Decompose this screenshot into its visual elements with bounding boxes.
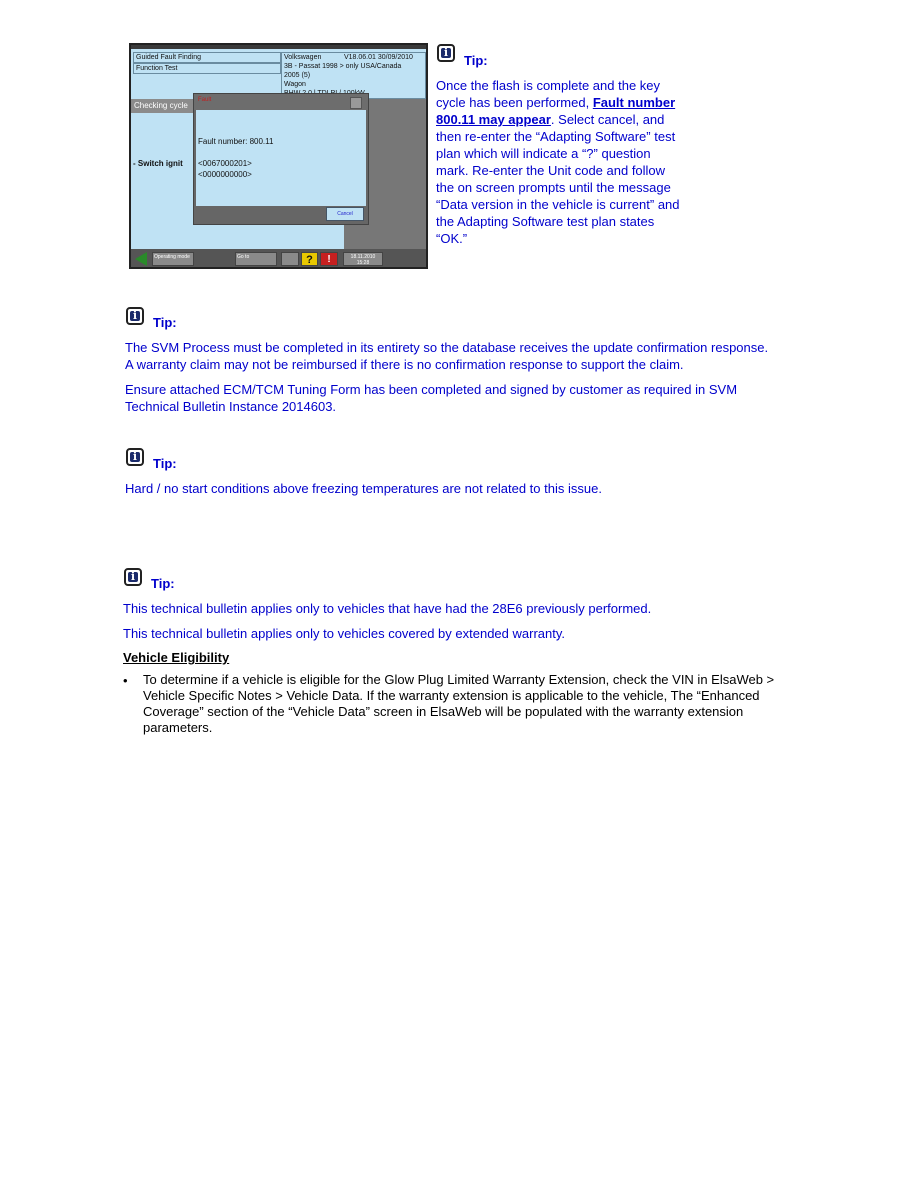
screenshot-fault-number: Fault number: 800.11	[198, 137, 274, 146]
tip-2-p1-line-1: The SVM Process must be completed in its entirety so the database receives the update confirmation response.	[125, 340, 769, 355]
screenshot-cell-function-test: Function Test	[133, 63, 281, 74]
screenshot-checking-cycle: Checking cycle	[131, 99, 195, 113]
screenshot-title-bar	[131, 45, 426, 49]
tip-4-paragraph-2: This technical bulletin applies only to vehicles covered by extended warranty.	[123, 626, 565, 641]
screenshot-fault-code-1: <0067000201>	[198, 159, 252, 168]
tip-2-label: Tip:	[153, 315, 177, 330]
fault-number-link-part-2: 800.11 may appear	[436, 112, 551, 127]
screenshot-vehicle-model: 3B - Passat 1998 > only USA/Canada	[284, 63, 402, 70]
eligibility-line-3: Coverage” section of the “Vehicle Data” screen in ElsaWeb will be populated with the warranty extension	[143, 704, 744, 719]
tip-1-line-6: mark. Re-enter the Unit code and follow	[436, 163, 666, 178]
tip-2-p2-line-2: Technical Bulletin Instance 2014603.	[125, 399, 337, 414]
screenshot-help-icon: ?	[301, 252, 318, 266]
screenshot-go-to: Go to	[235, 252, 277, 266]
info-icon	[437, 44, 455, 62]
screenshot-fault-dialog	[193, 93, 369, 225]
tip-1-line-8: “Data version in the vehicle is current” and	[436, 197, 680, 212]
tip-4-paragraph-1: This technical bulletin applies only to vehicles that have had the 28E6 previously performed.	[123, 601, 652, 616]
screenshot-fault-code-2: <0000000000>	[198, 170, 252, 179]
screenshot-time: 15:28	[356, 260, 370, 266]
fault-number-link-part-1: Fault number	[592, 95, 676, 110]
screenshot-cancel-button: Cancel	[326, 207, 364, 221]
tip-1-line-1: Once the flash is complete and the key	[436, 78, 661, 93]
tip-1-line-2-text: cycle has been performed,	[436, 95, 593, 110]
diagnostic-screenshot	[129, 43, 428, 269]
tip-3-text: Hard / no start conditions above freezing temperatures are not related to this issue.	[125, 481, 602, 496]
screenshot-tool-icon	[281, 252, 299, 266]
bullet-marker: •	[123, 673, 128, 688]
printer-icon	[350, 97, 362, 109]
back-arrow-icon	[135, 252, 147, 266]
screenshot-dialog-title-bar	[194, 94, 368, 110]
tip-3-label: Tip:	[153, 456, 177, 471]
info-icon	[126, 307, 144, 325]
tip-1-line-2	[436, 94, 736, 111]
screenshot-operating-mode: Operating mode	[152, 252, 194, 266]
screenshot-dialog-body	[196, 110, 366, 206]
tip-1-text	[436, 77, 736, 247]
tip-1-label: Tip:	[464, 53, 488, 68]
screenshot-datetime	[343, 252, 383, 266]
tip-2-p2-line-1: Ensure attached ECM/TCM Tuning Form has been completed and signed by customer as required in SVM	[125, 382, 738, 397]
screenshot-body-type: Wagon	[284, 81, 306, 88]
tip-1-line-3-text: . Select cancel, and	[550, 112, 665, 127]
tip-1-line-9: the Adapting Software test plan states	[436, 214, 655, 229]
tip-2-paragraph-1	[125, 339, 825, 373]
tip-4-label: Tip:	[151, 576, 175, 591]
screenshot-dialog-title: Fault	[198, 97, 212, 103]
eligibility-line-4: parameters.	[143, 720, 213, 735]
screenshot-vehicle-info	[281, 52, 426, 99]
screenshot-cell-guided-fault-finding: Guided Fault Finding	[133, 52, 281, 63]
tip-1-line-7: the on screen prompts until the message	[436, 180, 671, 195]
tip-1-line-10: “OK.”	[436, 231, 468, 246]
info-icon	[126, 448, 144, 466]
vehicle-eligibility-heading: Vehicle Eligibility	[123, 650, 230, 665]
eligibility-line-2: Vehicle Specific Notes > Vehicle Data. If the warranty extension is applicable to the vehicle, The “Enhanced	[143, 688, 760, 703]
tip-1-line-5: plan which will indicate a “?” question	[436, 146, 651, 161]
tip-1-line-4: then re-enter the “Adapting Software” test	[436, 129, 676, 144]
screenshot-model-year: 2005 (5)	[284, 72, 311, 79]
eligibility-bullet-text	[143, 672, 823, 736]
screenshot-warning-icon: !	[320, 252, 338, 266]
tip-2-paragraph-2	[125, 381, 825, 415]
screenshot-version: V18.06.01 30/09/2010	[344, 54, 413, 61]
tip-2-p1-line-2: A warranty claim may not be reimbursed if there is no confirmation response to support the claim.	[125, 357, 684, 372]
screenshot-bottom-bar	[131, 249, 426, 269]
screenshot-switch-ignition: - Switch ignit	[133, 159, 183, 168]
tip-1-line-3	[436, 111, 736, 128]
eligibility-line-1: To determine if a vehicle is eligible for the Glow Plug Limited Warranty Extension, check the VIN in ElsaWeb >	[143, 672, 775, 687]
info-icon	[124, 568, 142, 586]
screenshot-date: 18.11.2010	[350, 254, 376, 260]
screenshot-vehicle-make: Volkswagen	[284, 54, 322, 61]
